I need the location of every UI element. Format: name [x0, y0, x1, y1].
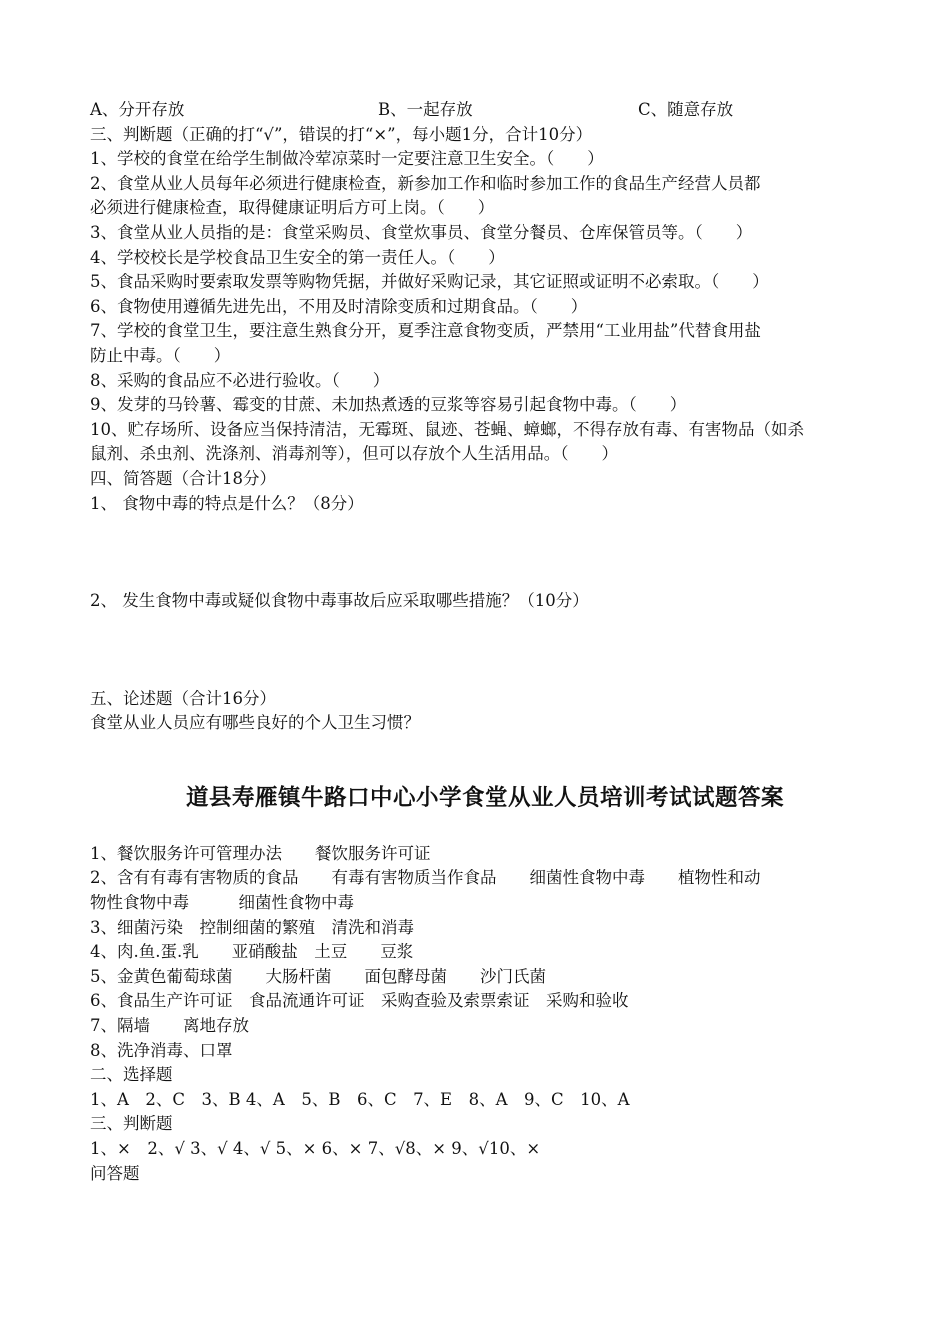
- answer-3: 3、细菌污染 控制细菌的繁殖 清洗和消毒: [90, 917, 414, 937]
- answer-2-line1: 2、含有有毒有害物质的食品 有毒有害物质当作食品 细菌性食物中毒 植物性和动: [90, 868, 761, 888]
- judge-question-5: 5、食品采购时要索取发票等购物凭据，并做好采购记录，其它证照或证明不必索取。（ ）: [90, 272, 769, 292]
- option-a: A、分开存放: [90, 100, 185, 119]
- answer-1: 1、餐饮服务许可管理办法 餐饮服务许可证: [90, 843, 431, 863]
- judge-question-2-line2: 必须进行健康检查，取得健康证明后方可上岗。（ ）: [90, 198, 495, 218]
- answer-2-line2: 物性食物中毒 细菌性食物中毒: [90, 893, 354, 913]
- qa-heading: 问答题: [90, 1163, 140, 1183]
- section5-heading: 五、论述题（合计16分）: [90, 688, 276, 708]
- short-question-1: 1、 食物中毒的特点是什么？（8分）: [90, 493, 364, 513]
- judge-question-7-line1: 7、学校的食堂卫生，要注意生熟食分开，夏季注意食物变质，严禁用“工业用盐”代替食用盐: [90, 321, 761, 341]
- answer-7: 7、隔墙 离地存放: [90, 1016, 249, 1036]
- judge-answers-heading: 三、判断题: [90, 1114, 173, 1134]
- choice-answers: 1、A 2、C 3、B 4、A 5、B 6、C 7、E 8、A 9、C 10、A: [90, 1089, 630, 1109]
- judge-question-1: 1、学校的食堂在给学生制做冷荤凉菜时一定要注意卫生安全。（ ）: [90, 149, 604, 169]
- answer-4: 4、肉.鱼.蛋.乳 亚硝酸盐 土豆 豆浆: [90, 942, 414, 962]
- section3-heading: 三、判断题（正确的打“√”，错误的打“×”，每小题1分，合计10分）: [90, 124, 593, 144]
- short-question-2: 2、 发生食物中毒或疑似食物中毒事故后应采取哪些措施？（10分）: [90, 591, 589, 611]
- answer-8: 8、洗净消毒、口罩: [90, 1040, 233, 1060]
- judge-question-3: 3、食堂从业人员指的是：食堂采购员、食堂炊事员、食堂分餐员、仓库保管员等。（ ）: [90, 222, 753, 242]
- judge-question-9: 9、发芽的马铃薯、霉变的甘蔗、未加热煮透的豆浆等容易引起食物中毒。（ ）: [90, 395, 687, 415]
- answer-6: 6、食品生产许可证 食品流通许可证 采购查验及索票索证 采购和验收: [90, 991, 629, 1011]
- essay-question: 食堂从业人员应有哪些良好的个人卫生习惯？: [90, 713, 420, 733]
- section4-heading: 四、简答题（合计18分）: [90, 468, 276, 488]
- judge-question-2-line1: 2、食堂从业人员每年必须进行健康检查，新参加工作和临时参加工作的食品生产经营人员都: [90, 173, 761, 193]
- judge-question-10-line2: 鼠剂、杀虫剂、洗涤剂、消毒剂等），但可以存放个人生活用品。（ ）: [90, 444, 618, 464]
- judge-question-7-line2: 防止中毒。（ ）: [90, 345, 231, 365]
- option-c: C、随意存放: [638, 100, 734, 119]
- judge-question-6: 6、食物使用遵循先进先出，不用及时清除变质和过期食品。（ ）: [90, 296, 588, 316]
- judge-question-10-line1: 10、贮存场所、设备应当保持清洁，无霉斑、鼠迹、苍蝇、蟑螂，不得存放有毒、有害物品（如杀: [90, 419, 804, 439]
- judge-question-8: 8、采购的食品应不必进行验收。（ ）: [90, 370, 390, 390]
- document-page: [90, 98, 880, 1186]
- choice-answers-heading: 二、选择题: [90, 1065, 173, 1085]
- answers-title: 道县寿雁镇牛路口中心小学食堂从业人员培训考试试题答案: [185, 784, 784, 811]
- answer-space-2: [90, 614, 880, 687]
- judge-question-4: 4、学校校长是学校食品卫生安全的第一责任人。（ ）: [90, 247, 505, 267]
- option-b: B、一起存放: [378, 100, 473, 119]
- answer-5: 5、金黄色葡萄球菌 大肠杆菌 面包酵母菌 沙门氏菌: [90, 966, 546, 986]
- choice-options-row: [90, 98, 880, 123]
- answer-space-1: [90, 516, 880, 589]
- judge-answers: 1、× 2、√ 3、√ 4、√ 5、× 6、× 7、√8、× 9、√10、×: [90, 1139, 541, 1158]
